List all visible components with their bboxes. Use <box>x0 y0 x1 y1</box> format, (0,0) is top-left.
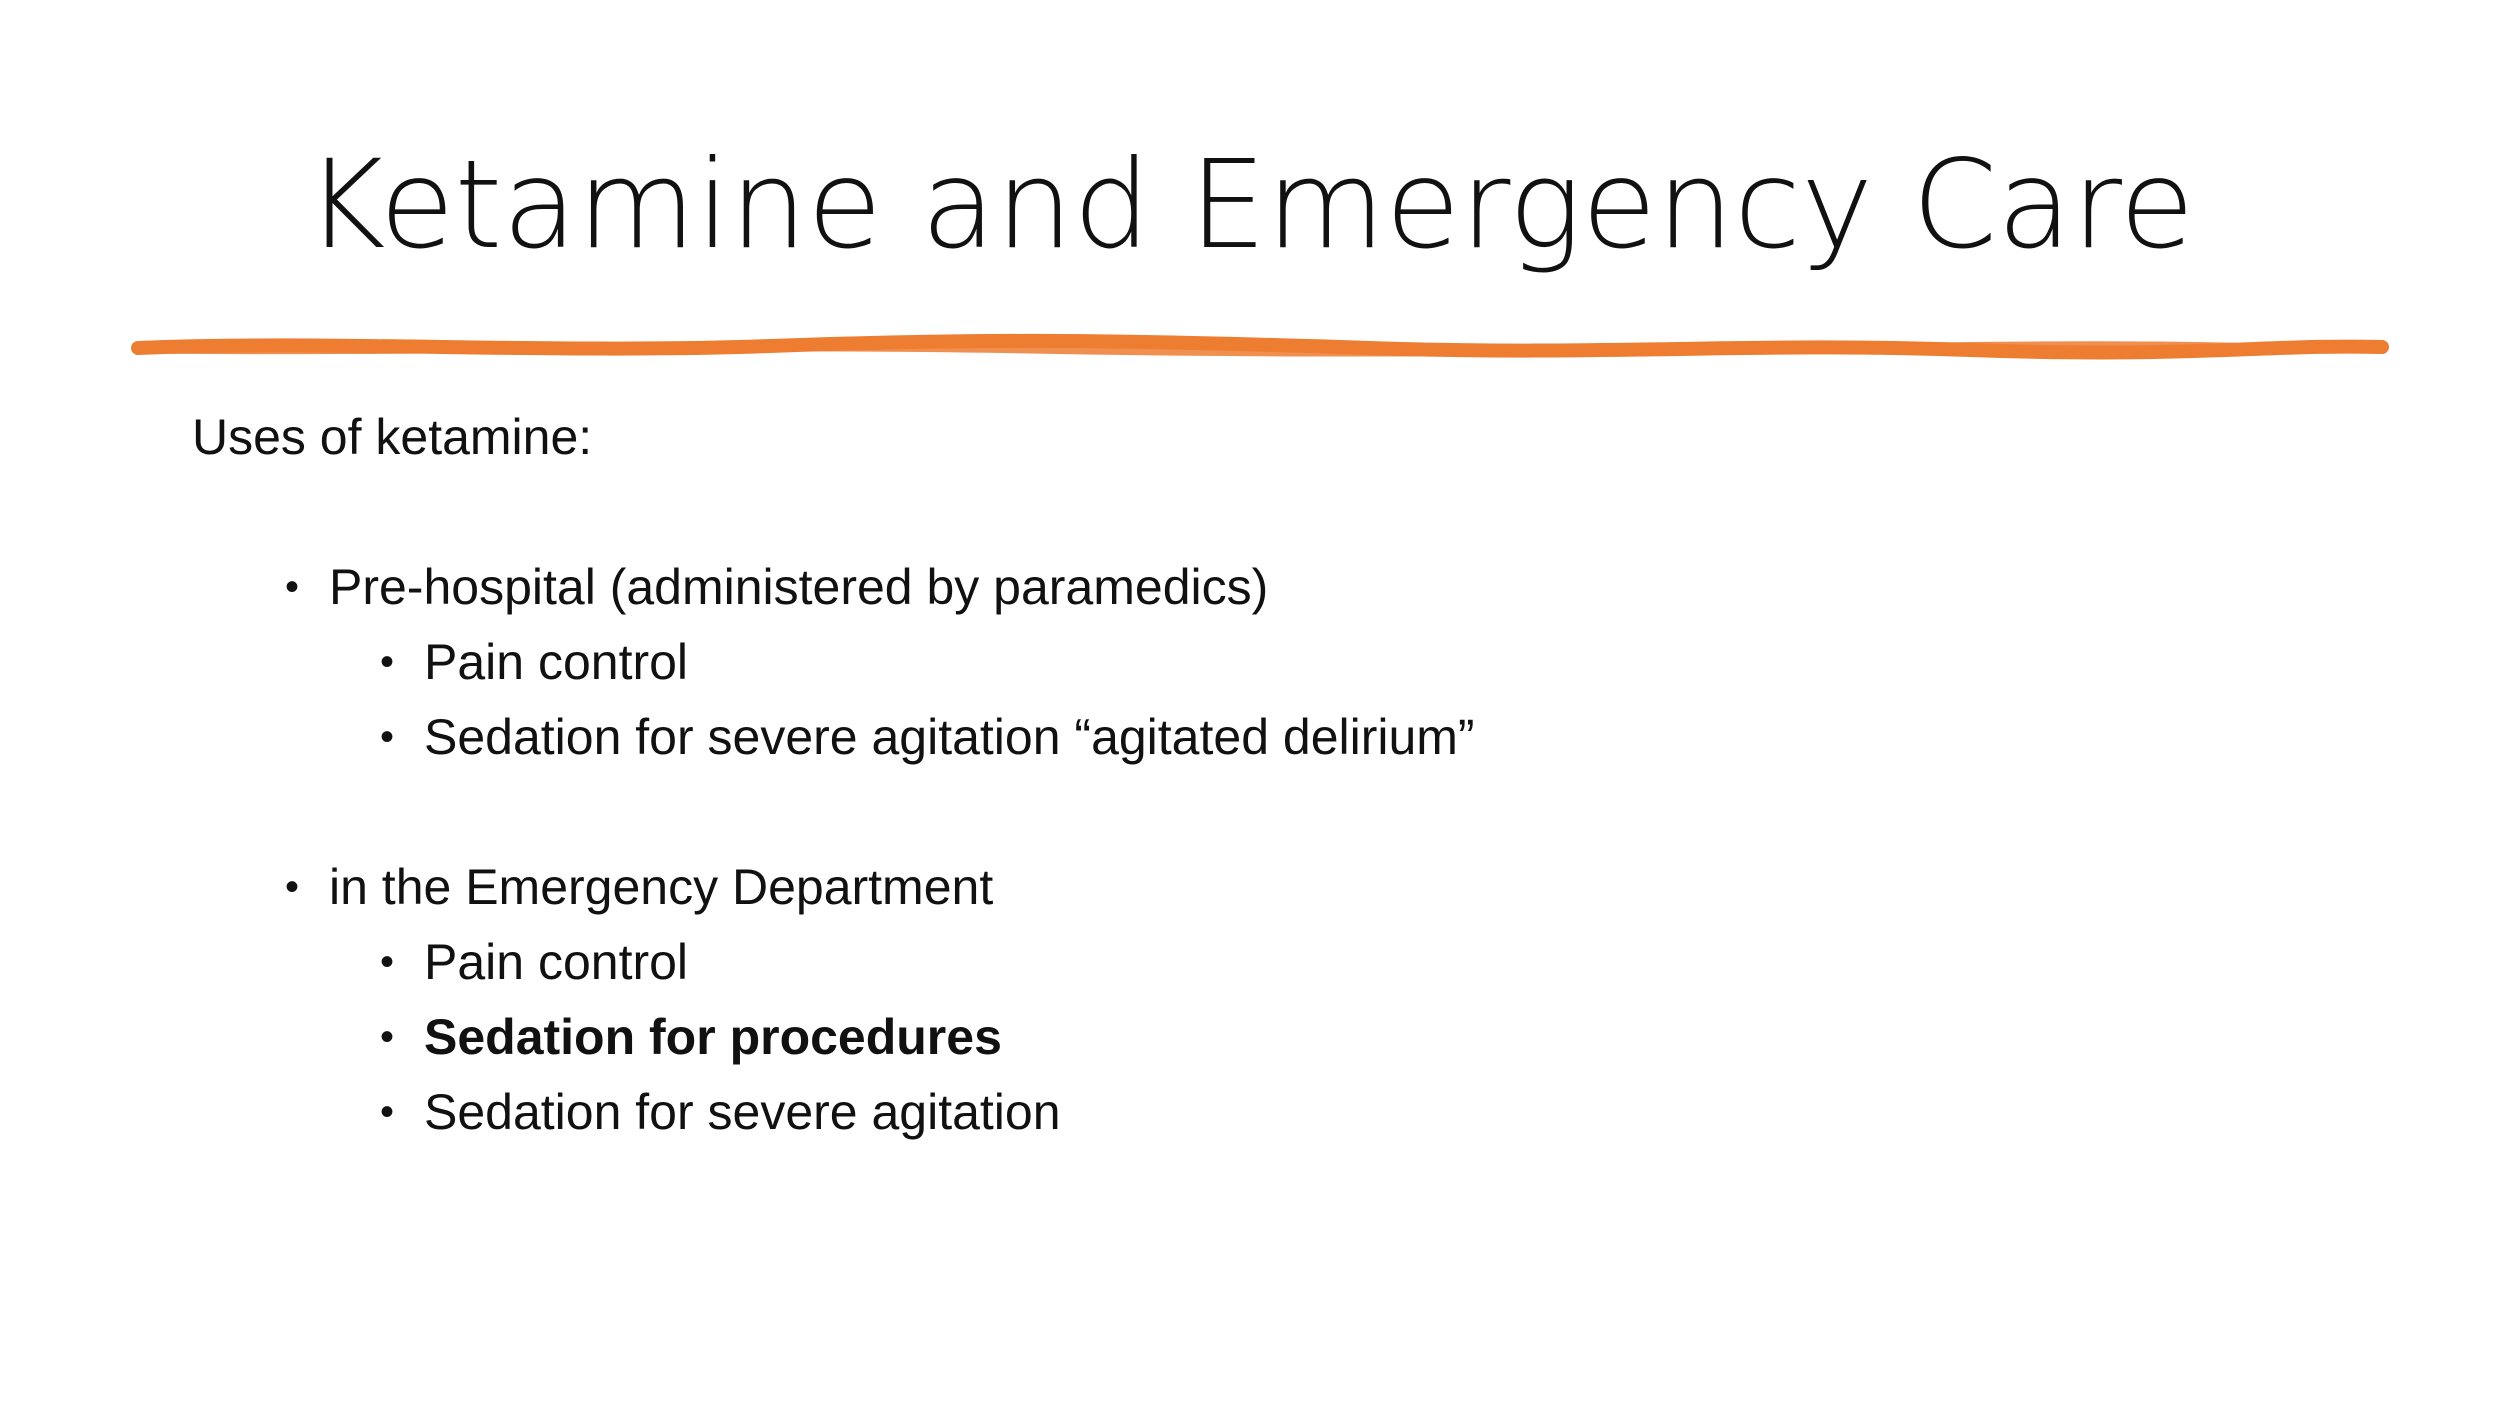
bullet-icon: • <box>380 640 395 684</box>
bullet-icon: • <box>380 715 395 759</box>
title-divider <box>130 330 2390 366</box>
sub-bullet-text: Sedation for severe agitation “agitated delirium” <box>424 709 1475 765</box>
sub-bullet <box>380 1080 1061 1144</box>
bullet-group-emergency-department <box>285 855 993 919</box>
bullet-icon: • <box>380 1015 395 1059</box>
sub-bullet-text: Pain control <box>424 634 689 690</box>
bullet-label: Pre-hospital (administered by paramedics) <box>329 559 1269 615</box>
sub-bullet-text-bold: Sedation for procedures <box>424 1009 1002 1065</box>
intro-text: Uses of ketamine: <box>192 409 593 465</box>
bullet-icon: • <box>285 565 300 609</box>
sub-bullet-text: Sedation for severe agitation <box>424 1084 1061 1140</box>
sub-bullet-highlighted <box>380 1005 1002 1069</box>
bullet-icon: • <box>285 865 300 909</box>
sub-bullet-text: Pain control <box>424 934 689 990</box>
sub-bullet <box>380 630 688 694</box>
sub-bullet <box>380 930 688 994</box>
slide-title: Ketamine and Emergency Care <box>305 134 2195 276</box>
bullet-group-prehospital <box>285 555 1268 619</box>
sub-bullet <box>380 705 1475 769</box>
bullet-icon: • <box>380 1090 395 1134</box>
bullet-label: in the Emergency Department <box>329 859 994 915</box>
bullet-icon: • <box>380 940 395 984</box>
